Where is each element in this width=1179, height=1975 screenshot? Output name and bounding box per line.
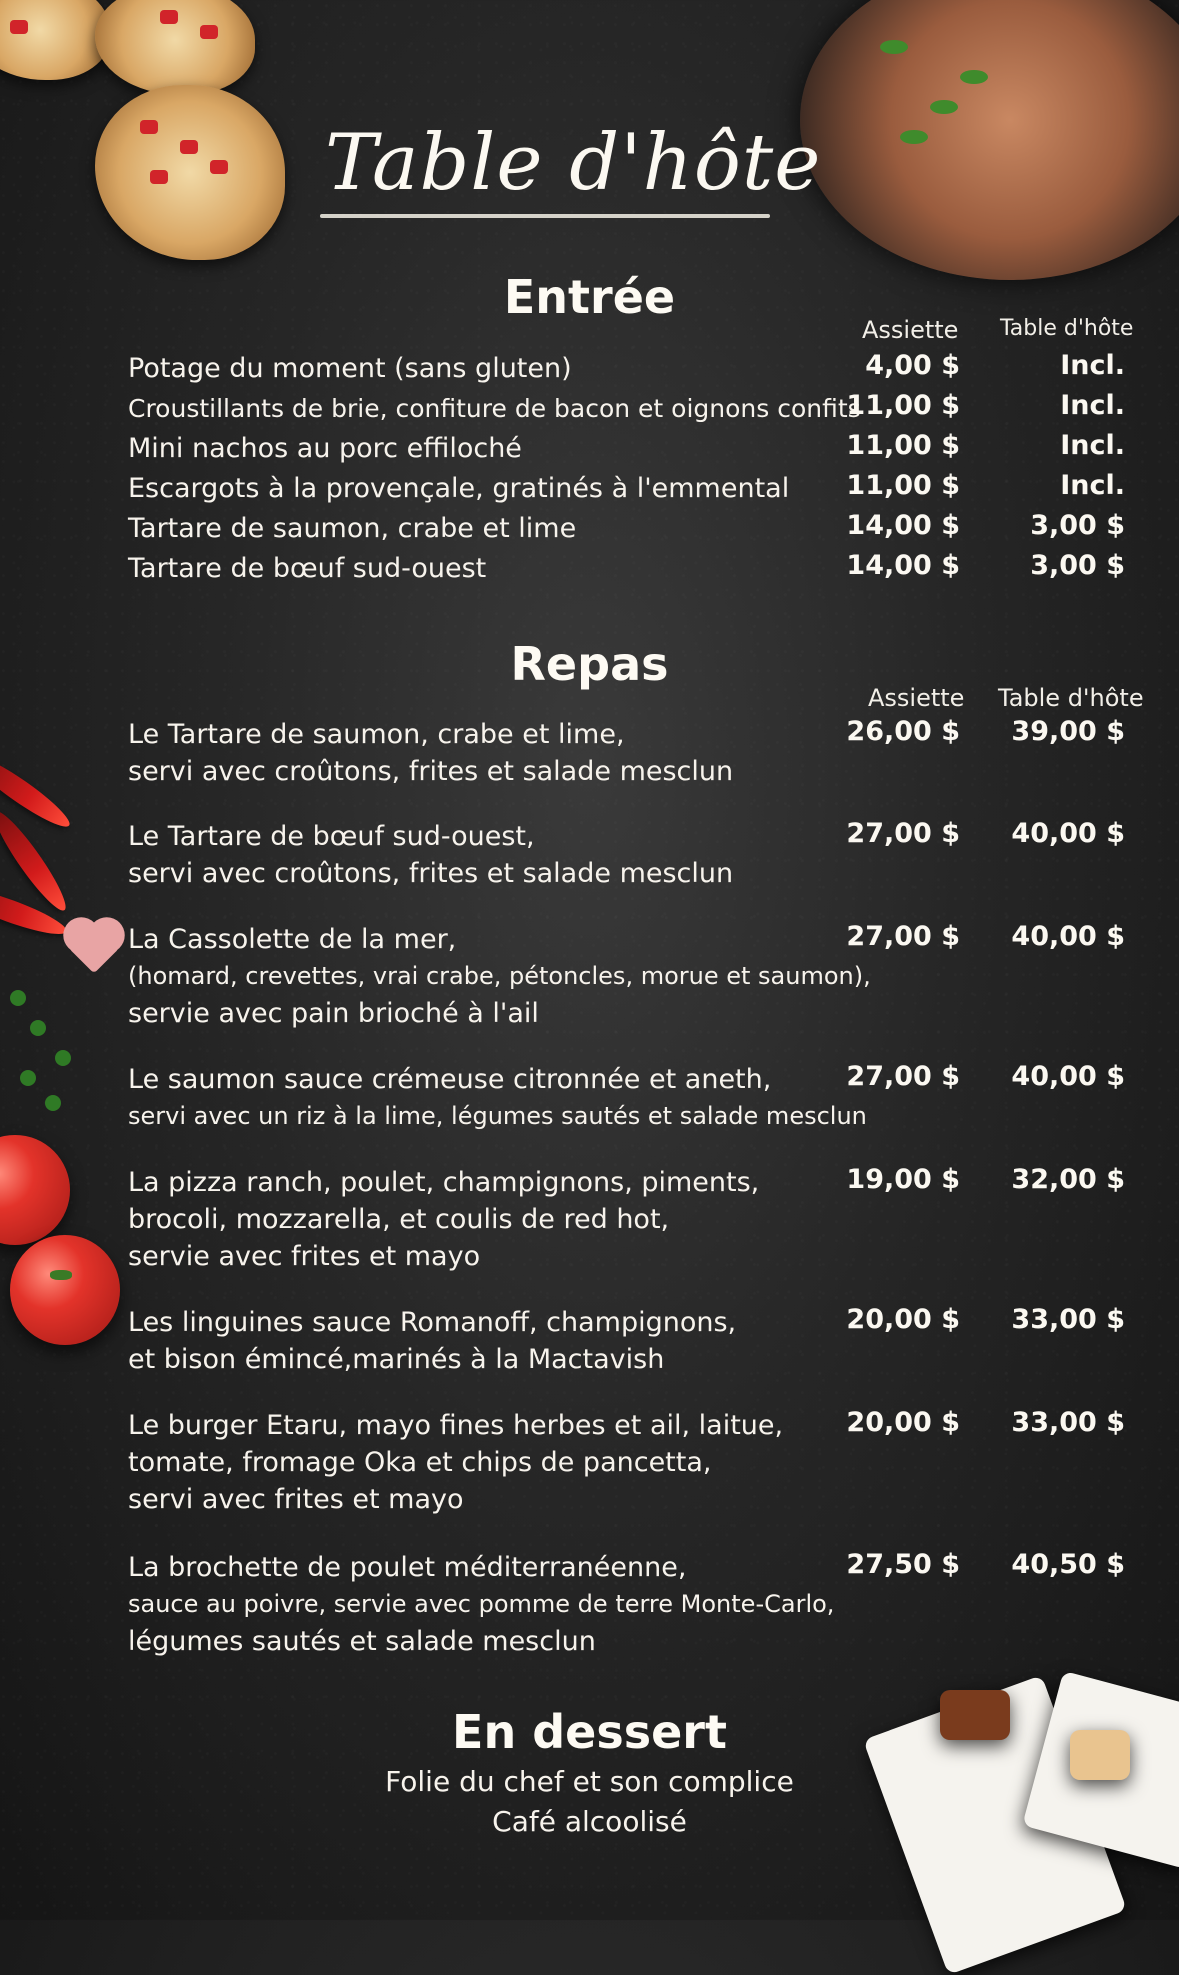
repas-price-table: 39,00 $ <box>1011 716 1125 747</box>
repas-heading: Repas <box>510 637 669 691</box>
repas-item-line: La Cassolette de la mer, <box>128 924 457 955</box>
repas-item-line: et bison émincé,marinés à la Mactavish <box>128 1344 665 1375</box>
tomato-chunk <box>10 20 28 34</box>
entree-price-assiette: 14,00 $ <box>846 510 960 541</box>
repas-item-line: servi avec un riz à la lime, légumes sautés et salade mesclun <box>128 1102 867 1130</box>
favorite-heart-icon <box>69 923 120 974</box>
microgreen-leaf <box>930 100 958 114</box>
entree-item <box>128 430 522 467</box>
title-underline <box>320 214 770 218</box>
repas-item <box>128 1304 736 1378</box>
repas-item-line: Le Tartare de bœuf sud-ouest, <box>128 821 535 852</box>
entree-price-table: Incl. <box>1060 470 1125 501</box>
repas-item <box>128 921 871 1032</box>
repas-price-assiette: 19,00 $ <box>846 1164 960 1195</box>
repas-item-line: brocoli, mozzarella, et coulis de red hot, <box>128 1204 670 1235</box>
repas-price-assiette: 27,00 $ <box>846 1061 960 1092</box>
repas-item-line: légumes sautés et salade mesclun <box>128 1626 596 1657</box>
tomato-chunk <box>140 120 158 134</box>
tomato-chunk <box>160 10 178 24</box>
microgreen-leaf <box>960 70 988 84</box>
repas-item-line: servie avec pain brioché à l'ail <box>128 998 539 1029</box>
repas-item-line: sauce au poivre, servie avec pomme de terre Monte-Carlo, <box>128 1590 835 1618</box>
repas-price-assiette: 26,00 $ <box>846 716 960 747</box>
parsley-leaf <box>55 1050 71 1066</box>
repas-price-table: 40,50 $ <box>1011 1549 1125 1580</box>
tomato-chunk <box>200 25 218 39</box>
repas-col-table-hote: Table d'hôte <box>998 684 1144 712</box>
microgreen-leaf <box>880 40 908 54</box>
entree-price-assiette: 11,00 $ <box>846 430 960 461</box>
tomato-image <box>10 1235 120 1345</box>
entree-price-assiette: 4,00 $ <box>865 350 960 381</box>
repas-item <box>128 716 733 790</box>
repas-item-line: Les linguines sauce Romanoff, champignons, <box>128 1307 737 1338</box>
tartare-plate-image <box>800 0 1179 280</box>
repas-item-line: servie avec frites et mayo <box>128 1241 481 1272</box>
repas-item-line: servi avec croûtons, frites et salade mesclun <box>128 858 734 889</box>
microgreen-leaf <box>900 130 928 144</box>
repas-price-table: 32,00 $ <box>1011 1164 1125 1195</box>
entree-price-assiette: 11,00 $ <box>846 470 960 501</box>
tomato-image <box>0 1135 70 1245</box>
repas-price-assiette: 27,00 $ <box>846 921 960 952</box>
tomato-chunk <box>150 170 168 184</box>
entree-price-table: 3,00 $ <box>1030 510 1125 541</box>
tomato-stem <box>50 1270 72 1280</box>
repas-price-table: 33,00 $ <box>1011 1407 1125 1438</box>
entree-price-assiette: 14,00 $ <box>846 550 960 581</box>
dessert-line: Café alcoolisé <box>492 1805 687 1838</box>
repas-item-line: Le burger Etaru, mayo fines herbes et ail, laitue, <box>128 1410 784 1441</box>
entree-price-table: Incl. <box>1060 430 1125 461</box>
dessert-heading: En dessert <box>452 1705 727 1759</box>
entree-item-name: Mini nachos au porc effiloché <box>128 433 522 464</box>
entree-item-name: Croustillants de brie, confiture de bacon et oignons confits <box>128 394 861 423</box>
entree-item-name: Escargots à la provençale, gratinés à l'emmental <box>128 473 790 504</box>
dessert-line: Folie du chef et son complice <box>385 1765 794 1798</box>
repas-item-line: (homard, crevettes, vrai crabe, pétoncles, morue et saumon), <box>128 962 871 990</box>
entree-price-table: Incl. <box>1060 390 1125 421</box>
parsley-leaf <box>10 990 26 1006</box>
tomato-chunk <box>180 140 198 154</box>
parsley-leaf <box>30 1020 46 1036</box>
menu-title: Table d'hôte <box>325 118 822 208</box>
bruschetta-image <box>95 85 285 260</box>
entree-item <box>128 470 789 507</box>
repas-item <box>128 1164 759 1275</box>
tomato-chunk <box>210 160 228 174</box>
parsley-leaf <box>45 1095 61 1111</box>
parsley-leaf <box>20 1070 36 1086</box>
entree-item-name: Tartare de saumon, crabe et lime <box>128 513 577 544</box>
entree-item <box>128 550 486 587</box>
entree-heading: Entrée <box>503 270 676 324</box>
entree-item <box>128 510 576 547</box>
repas-price-table: 40,00 $ <box>1011 1061 1125 1092</box>
repas-item <box>128 1061 867 1135</box>
repas-col-assiette: Assiette <box>868 684 965 712</box>
repas-item-line: servi avec frites et mayo <box>128 1484 464 1515</box>
repas-price-assiette: 27,50 $ <box>846 1549 960 1580</box>
entree-item-name: Tartare de bœuf sud-ouest <box>128 553 487 584</box>
repas-item <box>128 1549 834 1660</box>
entree-item-name: Potage du moment (sans gluten) <box>128 353 572 384</box>
entree-col-table-hote: Table d'hôte <box>1000 316 1134 341</box>
bruschetta-image <box>0 0 110 80</box>
repas-item <box>128 1407 783 1518</box>
repas-item-line: La pizza ranch, poulet, champignons, piments, <box>128 1167 760 1198</box>
repas-item-line: tomate, fromage Oka et chips de pancetta, <box>128 1447 712 1478</box>
repas-item-line: La brochette de poulet méditerranéenne, <box>128 1552 687 1583</box>
repas-item-line: Le saumon sauce crémeuse citronnée et aneth, <box>128 1064 772 1095</box>
repas-item-line: Le Tartare de saumon, crabe et lime, <box>128 719 625 750</box>
repas-price-table: 33,00 $ <box>1011 1304 1125 1335</box>
repas-price-table: 40,00 $ <box>1011 921 1125 952</box>
entree-col-assiette: Assiette <box>862 316 959 344</box>
entree-item <box>128 390 861 427</box>
repas-item <box>128 818 733 892</box>
repas-item-line: servi avec croûtons, frites et salade mesclun <box>128 756 734 787</box>
entree-price-assiette: 11,00 $ <box>846 390 960 421</box>
repas-price-assiette: 20,00 $ <box>846 1304 960 1335</box>
entree-price-table: Incl. <box>1060 350 1125 381</box>
entree-item <box>128 350 572 387</box>
repas-price-table: 40,00 $ <box>1011 818 1125 849</box>
repas-price-assiette: 20,00 $ <box>846 1407 960 1438</box>
entree-price-table: 3,00 $ <box>1030 550 1125 581</box>
repas-price-assiette: 27,00 $ <box>846 818 960 849</box>
